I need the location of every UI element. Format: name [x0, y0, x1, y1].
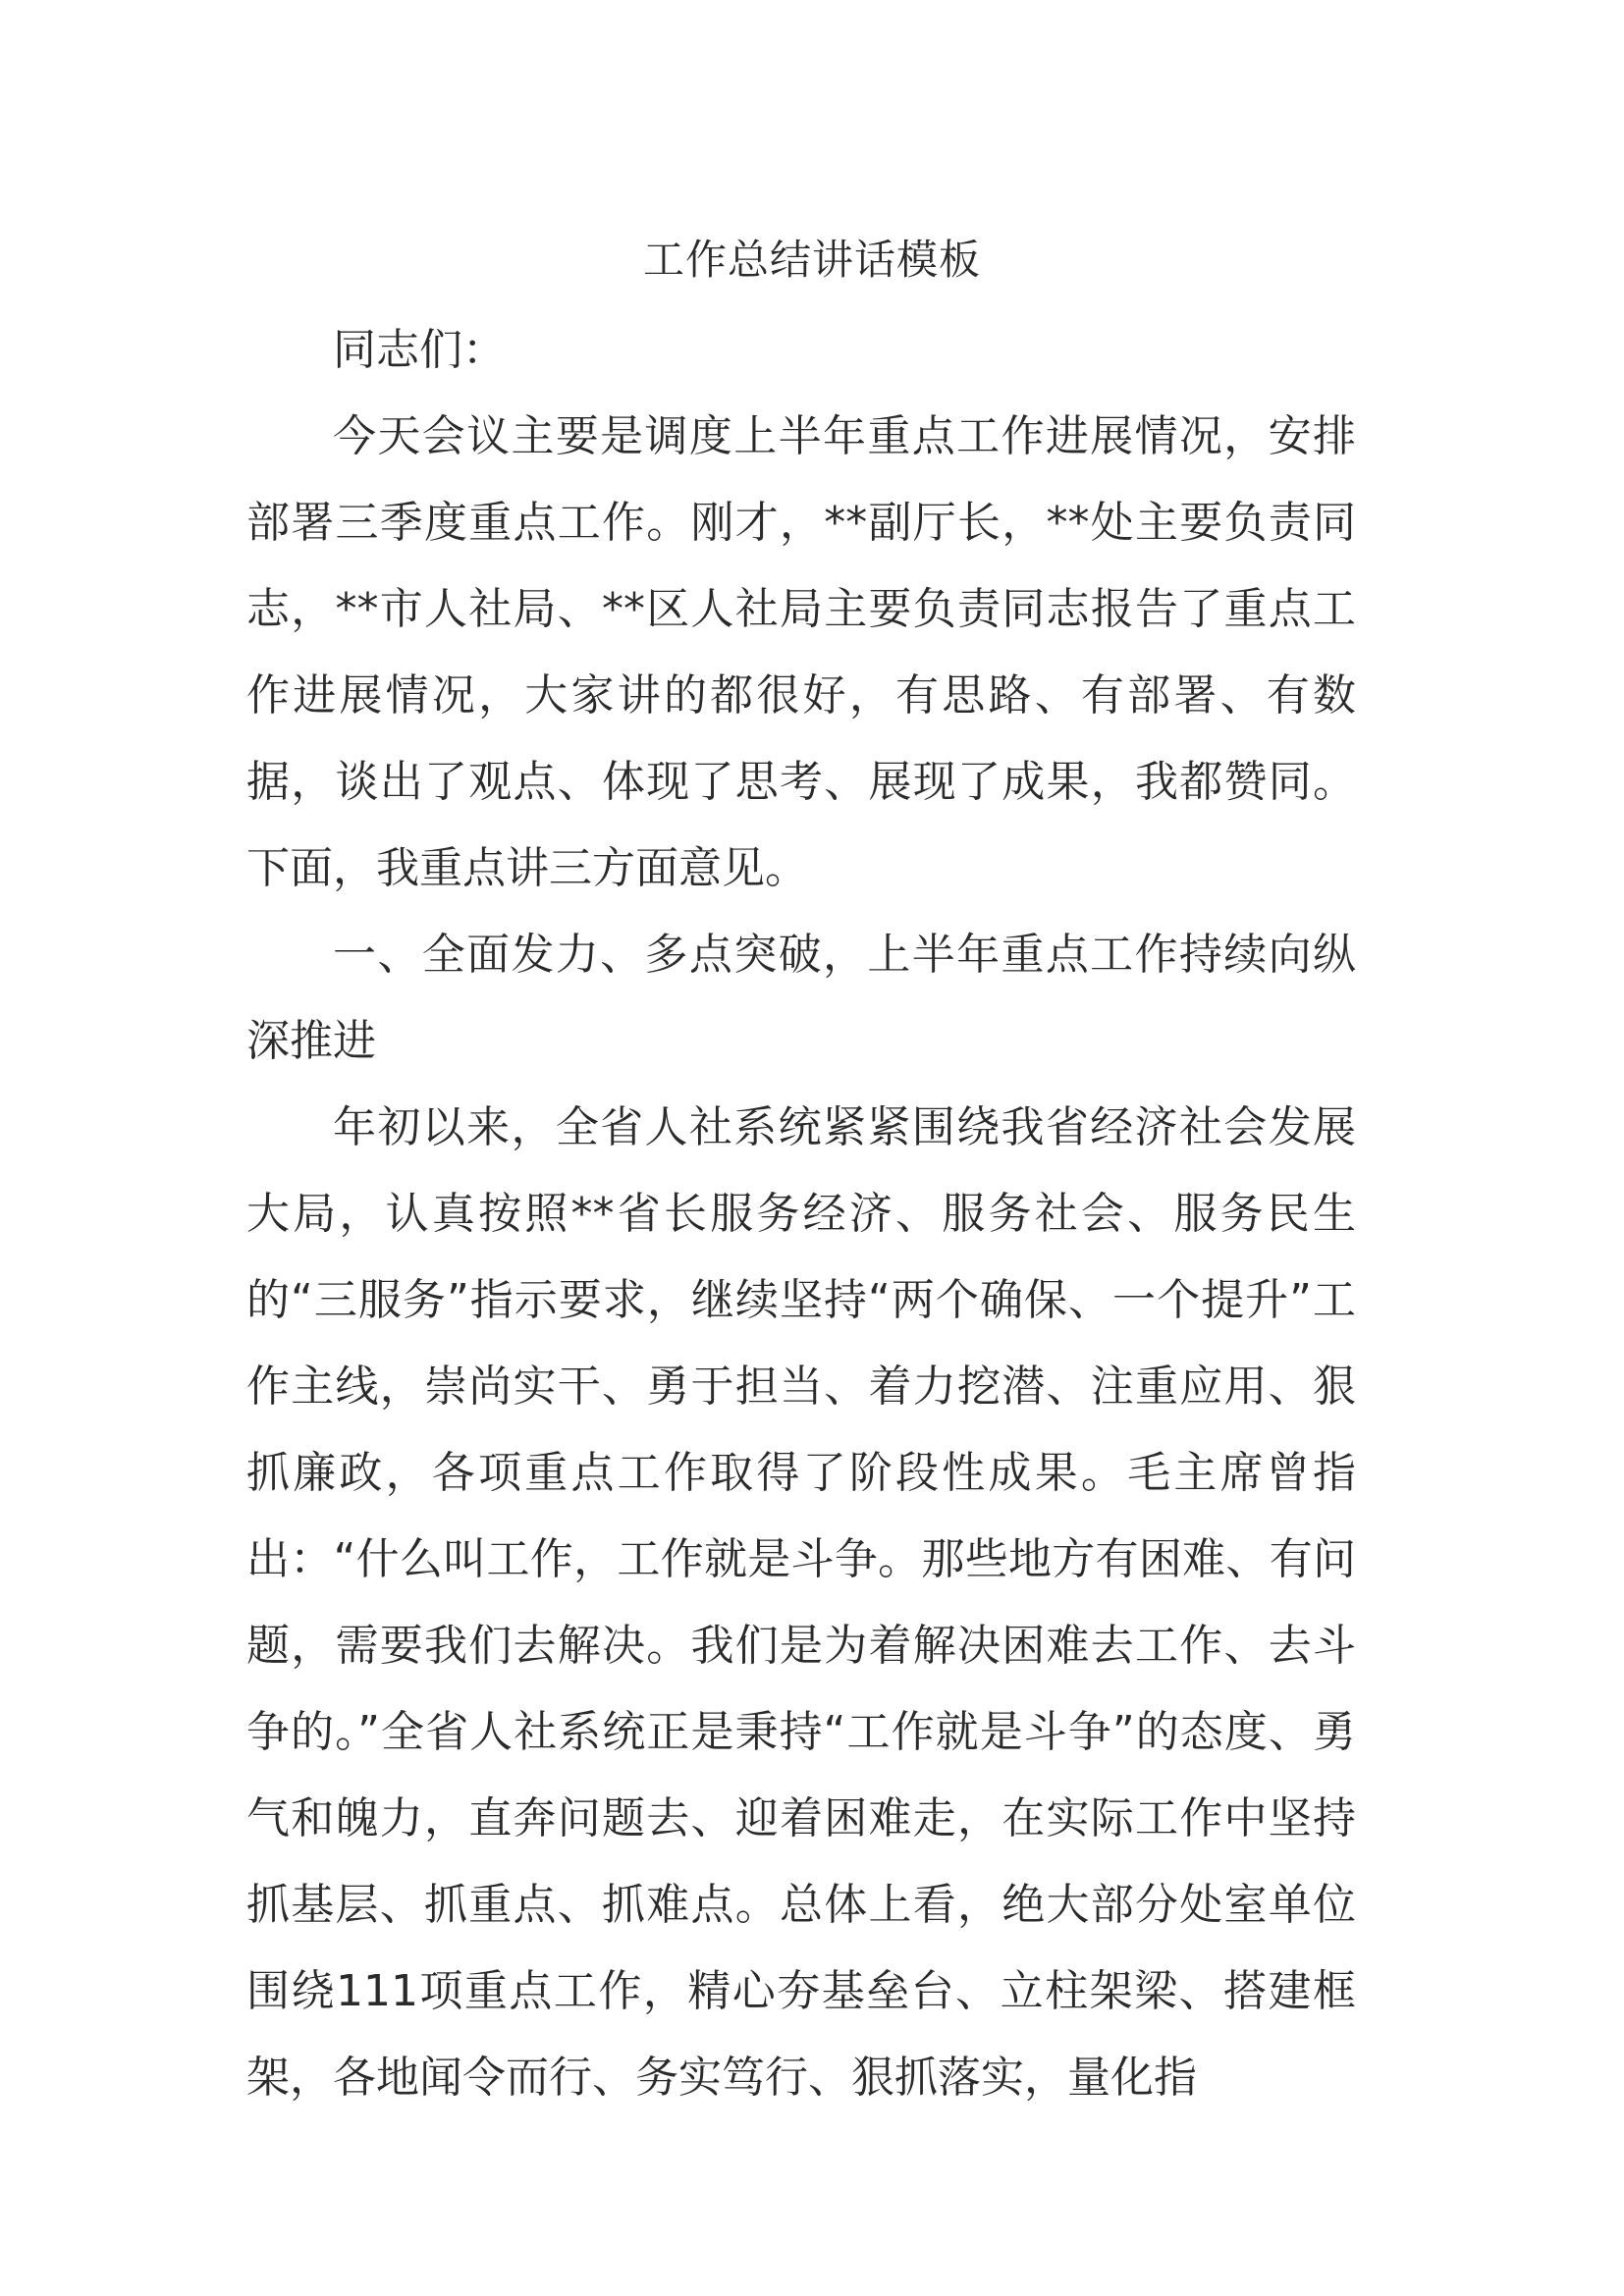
- salutation: 同志们：: [333, 325, 506, 375]
- paragraph-intro: 今天会议主要是调度上半年重点工作进展情况，安排部署三季度重点工作。刚才，**副厅长，**处主要负责同志，**市人社局、**区人社局主要负责同志报告了重点工作进展情况，大家讲的都很好，有思路、有部署、有数据，谈出了观点、体现了思考、展现了成果，我都赞同。下面，我重点讲三方面意见。: [246, 411, 1356, 893]
- section-heading-1: 一、全面发力、多点突破，上半年重点工作持续向纵深推进: [246, 930, 1356, 1066]
- paragraph-section-1: 年初以来，全省人社系统紧紧围绕我省经济社会发展大局，认真按照**省长服务经济、服务社会、服务民生的“三服务”指示要求，继续坚持“两个确保、一个提升”工作主线，崇尚实干、勇于担当、着力挖潜、注重应用、狠抓廉政，各项重点工作取得了阶段性成果。毛主席曾指出：“什么叫工作，工作就是斗争。那些地方有困难、有问题，需要我们去解决。我们是为着解决困难去工作、去斗争的。”全省人社系统正是秉持“工作就是斗争”的态度、勇气和魄力，直奔问题去、迎着困难走，在实际工作中坚持抓基层、抓重点、抓难点。总体上看，绝大部分处室单位围绕111项重点工作，精心夯基垒台、立柱架梁、搭建框架，各地闻令而行、务实笃行、狠抓落实，量化指: [246, 1102, 1356, 2103]
- document-title: 工作总结讲话模板: [642, 236, 981, 284]
- document-body: [246, 307, 1356, 2121]
